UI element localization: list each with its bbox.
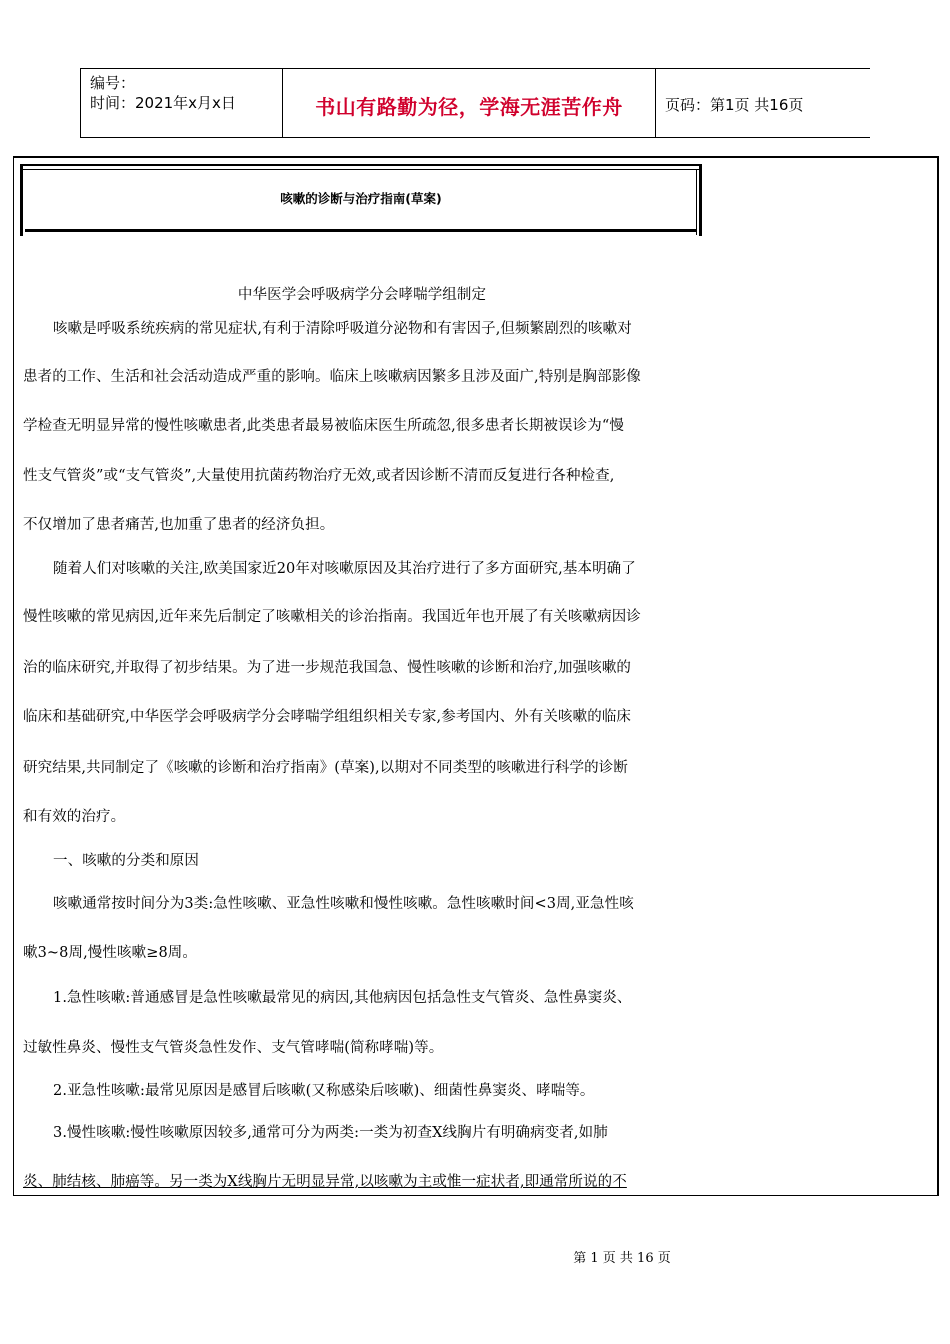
header-table [80,68,870,138]
body-line: 慢性咳嗽的常见病因,近年来先后制定了咳嗽相关的诊治指南。我国近年也开展了有关咳嗽病因诊 [23,609,641,625]
body-line: 3.慢性咳嗽:慢性咳嗽原因较多,通常可分为两类:一类为初查X线胸片有明确病变者,如肺 [53,1125,608,1141]
body-line: 性支气管炎”或“支气管炎”,大量使用抗菌药物治疗无效,或者因诊断不清而反复进行各种检查, [23,468,615,484]
body-line: 1.急性咳嗽:普通感冒是急性咳嗽最常见的病因,其他病因包括急性支气管炎、急性鼻窦炎、 [53,990,632,1006]
body-line: 嗽3~8周,慢性咳嗽≥8周。 [23,945,197,961]
body-line: 咳嗽通常按时间分为3类:急性咳嗽、亚急性咳嗽和慢性咳嗽。急性咳嗽时间<3周,亚急性咳 [53,896,634,912]
title-box [20,164,702,236]
time-label: 时间：2021年x月x日 [90,94,236,112]
body-line-underlined: 炎、肺结核、肺癌等。另一类为X线胸片无明显异常,以咳嗽为主或惟一症状者,即通常所说的不 [23,1174,627,1190]
page-footer: 第 1 页 共 16 页 [573,1251,671,1266]
organization-line: 中华医学会呼吸病学分会哮喘学组制定 [237,287,487,303]
body-line: 患者的工作、生活和社会活动造成严重的影响。临床上咳嗽病因繁多且涉及面广,特别是胸部影像 [23,369,641,385]
title-box-rule [25,229,697,232]
body-line: 学检查无明显异常的慢性咳嗽患者,此类患者最易被临床医生所疏忽,很多患者长期被误诊为“慢 [23,418,624,434]
header-meta [90,73,280,113]
header-page-label: 页码：第1页 共16页 [665,96,804,114]
body-line: 治的临床研究,并取得了初步结果。为了进一步规范我国急、慢性咳嗽的诊断和治疗,加强咳嗽的 [23,660,632,676]
body-line: 不仅增加了患者痛苦,也加重了患者的经济负担。 [23,517,335,533]
body-line: 临床和基础研究,中华医学会呼吸病学分会哮喘学组组织相关专家,参考国内、外有关咳嗽的临床 [23,709,632,725]
body-line: 研究结果,共同制定了《咳嗽的诊断和治疗指南》(草案),以期对不同类型的咳嗽进行科学的诊断 [23,760,628,776]
code-label: 编号： [90,74,136,92]
body-line: 随着人们对咳嗽的关注,欧美国家近20年对咳嗽原因及其治疗进行了多方面研究,基本明确了 [53,561,636,577]
body-line: 咳嗽是呼吸系统疾病的常见症状,有利于清除呼吸道分泌物和有害因子,但频繁剧烈的咳嗽对 [53,321,632,337]
header-motto: 书山有路勤为径，学海无涯苦作舟 [315,95,623,119]
section-heading: 一、咳嗽的分类和原因 [53,853,199,869]
document-title: 咳嗽的诊断与治疗指南(草案) [280,191,442,206]
header-divider [80,69,81,137]
body-line: 过敏性鼻炎、慢性支气管炎急性发作、支气管哮喘(简称哮喘)等。 [23,1040,444,1056]
body-line: 和有效的治疗。 [23,809,126,825]
body-line: 2.亚急性咳嗽:最常见原因是感冒后咳嗽(又称感染后咳嗽)、细菌性鼻窦炎、哮喘等。 [53,1083,595,1099]
title-box-inner-line [23,169,699,170]
